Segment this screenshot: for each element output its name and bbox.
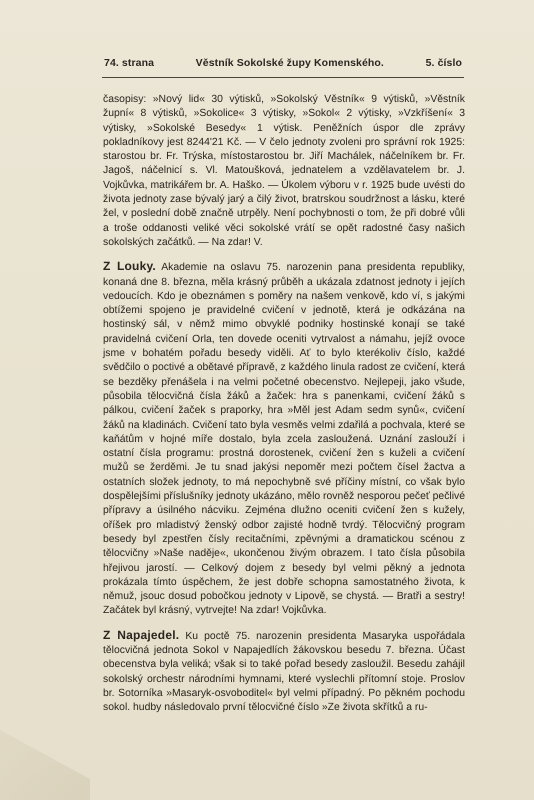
- journal-title: Věstník Sokolské župy Komenského.: [195, 57, 384, 69]
- page-number: 74. strana: [104, 57, 155, 69]
- folded-corner: [0, 730, 90, 800]
- section-louky: [103, 259, 465, 618]
- issue-number: 5. číslo: [425, 57, 462, 69]
- header-rule: [102, 77, 464, 78]
- section-text: Ku poctě 75. narozenin presidenta Masaryka uspořádala tělocvičná jednota Sokol v Napajedlích žákovskou besedu 7. března. Účast obecenstva byla veliká; však si to také pořad besedy zasloužil. Besedu zahájil sokolský orchestr národními hymnami, které vyslechli přítomní stoje. Proslov br. Sotorníka »Masaryk-osvoboditel« byl velmi případný. Po pěkném pochodu sokol. hudby následovalo první tělocvičné číslo »Ze života skřítků a ru-: [103, 630, 465, 714]
- page-header: [104, 57, 462, 69]
- intro-paragraph: časopisy: »Nový lid« 30 výtisků, »Sokolský Věstník« 9 výtisků, »Věstník župní« 8 výtisků, »Sokolice« 3 výtisky, »Sokol« 2 výtisky, »Vzkříšení« 3 výtisky, »Sokolské Besedy« 1 výtisk. Peněžních úspor dle zprávy pokladníkovy jest 8244'21 Kč. — V čelo jednoty zvoleni pro správní rok 1925: starostou br. Fr. Trýska, místostarostou br. Jiří Machálek, náčelníkem br. Fr. Jagoš, náčelnicí s. Vl. Matoušková, jednatelem a vzdělavatelem br. J. Vojkůvka, matrikářem br. A. Haško. — Úkolem výboru v r. 1925 bude uvésti do života jednoty zase bývalý jarý a čilý život, bratrskou soudržnost a lásku, které žel, v poslední době značně utrpěly. Není pochybnosti o tom, že při dobré vůli a troše oddanosti veliké věci sokolské vrátí se opět radostné časy našich sokolských začátků. — Na zdar! V.: [103, 94, 465, 248]
- article-body: [103, 93, 465, 715]
- section-napajedel: [103, 628, 465, 716]
- section-heading: Z Napajedel.: [103, 627, 180, 642]
- section-heading: Z Louky.: [103, 259, 156, 274]
- section-text: Akademie na oslavu 75. narozenin pana presidenta republiky, konaná dne 8. března, měla krásný průběh a ukázala zdatnost jednoty i jejích vedoucích. Kdo je obeznámen s poměry na našem venkově, kdo ví, s jakými obtížemi spojeno je pravidelné cvičení v jednotě, která je odkázána na hostinský sál, v němž mimo obvyklé podniky hostinské konají se také pravidelná cvičení Orla, ten dovede oceniti vytrvalost a námahu, jejíž ovoce jsme v bohatém pořadu besedy viděli. Ať to bylo kterékoliv číslo, každé svědčilo o poctivé a obětavé přípravě, z každého linula radost ze cvičení, která se bezděky přenášela i na velmi početné obecenstvo. Nejlepeji, jako všude, působila tělocvičná čísla žáků a žaček: hra s panenkami, cvičení žáků s pálkou, cvičení žaček s praporky, hra »Měl jest Adam sedm synů«, cvičení žáků na kladinách. Cvičení tato byla vesměs velmi zdařilá a pochvala, které se kaňátům v hojné míře dostalo, byla zcela zasloužená. Uznání zaslouží i ostatní čísla programu: prostná dorostenek, cvičení žen s kuželi a cvičení mužů se žerděmi. Je tu snad jakýsi nepoměr mezi počtem čísel žactva a ostatních složek jednoty, to má nepochybně své příčiny místní, co však bylo dospělejšími příslušníky jednoty ukázáno, mělo rovněž nesporou pečeť pečlivé přípravy a úsilného nácviku. Zejména dlužno oceniti cvičení žen s kužely, oříšek pro mladistvý ženský odbor zajisté hodně tvrdý. Tělocvičný program besedy byl zpestřen čísly recitačními, zpěvnými a dramatickou scénou z tělocvičny »Naše naděje«, ukončenou živým obrazem. I tato čísla působila hřejivou jarostí. — Celkový dojem z besedy byl velmi pěkný a jednota prokázala tímto úspěchem, že jest dobře schopna samostatného života, k němuž, jsouc dosud pobočkou jednoty v Lipově, se chystá. — Bratři a sestry! Začátek byl krásný, vytrvejte! Na zdar! Vojkůvka.: [103, 262, 465, 617]
